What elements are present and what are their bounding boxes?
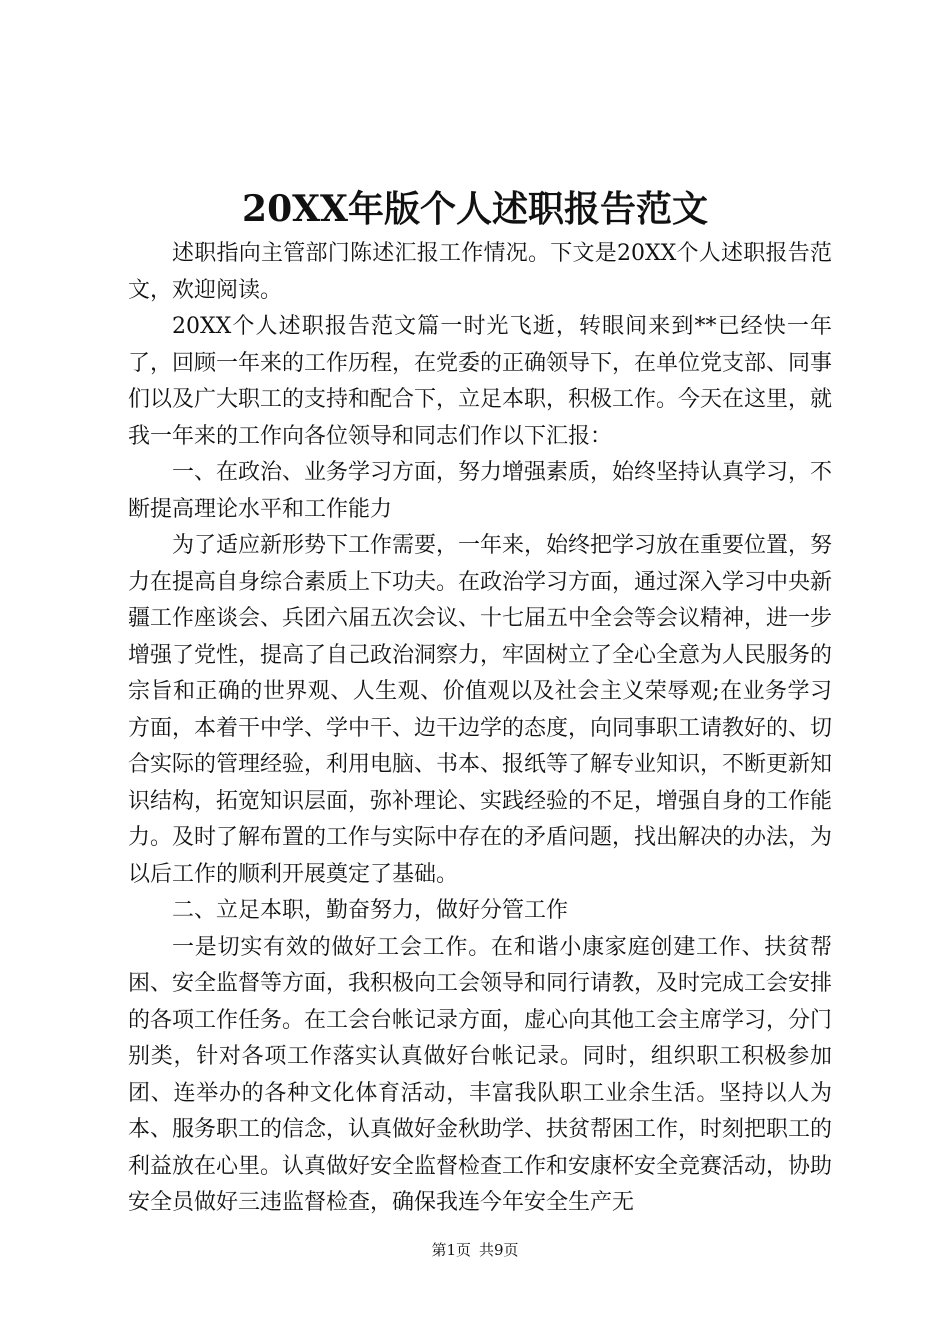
document-body	[128, 236, 832, 1222]
paragraph-union-work: 一是切实有效的做好工会工作。在和谐小康家庭创建工作、扶贫帮困、安全监督等方面，我积极向工会领导和同行请教，及时完成工会安排的各项工作任务。在工会台帐记录方面，虚心向其他工会主席学习，分门别类，针对各项工作落实认真做好台帐记录。同时，组织职工积极参加团、连举办的各种文化体育活动，丰富我队职工业余生活。坚持以人为本、服务职工的信念，认真做好金秋助学、扶贫帮困工作，时刻把职工的利益放在心里。认真做好安全监督检查工作和安康杯安全竞赛活动，协助安全员做好三违监督检查，确保我连今年安全生产无	[128, 934, 833, 1215]
page-total: 共9页	[479, 1241, 519, 1259]
page-footer	[0, 1240, 950, 1260]
page-number: 第1页	[431, 1241, 471, 1259]
section-heading-1: 一、在政治、业务学习方面，努力增强素质，始终坚持认真学习，不断提高理论水平和工作能力	[128, 460, 833, 522]
paragraph-study: 为了适应新形势下工作需要，一年来，始终把学习放在重要位置，努力在提高自身综合素质上下功夫。在政治学习方面，通过深入学习中央新疆工作座谈会、兵团六届五次会议、十七届五中全会等会议精神，进一步增强了党性，提高了自己政治洞察力，牢固树立了全心全意为人民服务的宗旨和正确的世界观、人生观、价值观以及社会主义荣辱观;在业务学习方面，本着干中学、学中干、边干边学的态度，向同事职工请教好的、切合实际的管理经验，利用电脑、书本、报纸等了解专业知识，不断更新知识结构，拓宽知识层面，弥补理论、实践经验的不足，增强自身的工作能力。及时了解布置的工作与实际中存在的矛盾问题，找出解决的办法，为以后工作的顺利开展奠定了基础。	[128, 533, 833, 887]
paragraph-opening: 20XX个人述职报告范文篇一时光飞逝，转眼间来到**已经快一年了，回顾一年来的工作历程，在党委的正确领导下，在单位党支部、同事们以及广大职工的支持和配合下，立足本职，积极工作。今天在这里，就我一年来的工作向各位领导和同志们作以下汇报：	[128, 314, 833, 449]
document-title: 20XX年版个人述职报告范文	[242, 188, 708, 230]
paragraph-intro: 述职指向主管部门陈述汇报工作情况。下文是20XX个人述职报告范文，欢迎阅读。	[128, 241, 832, 303]
section-heading-2: 二、立足本职，勤奋努力，做好分管工作	[172, 898, 569, 923]
